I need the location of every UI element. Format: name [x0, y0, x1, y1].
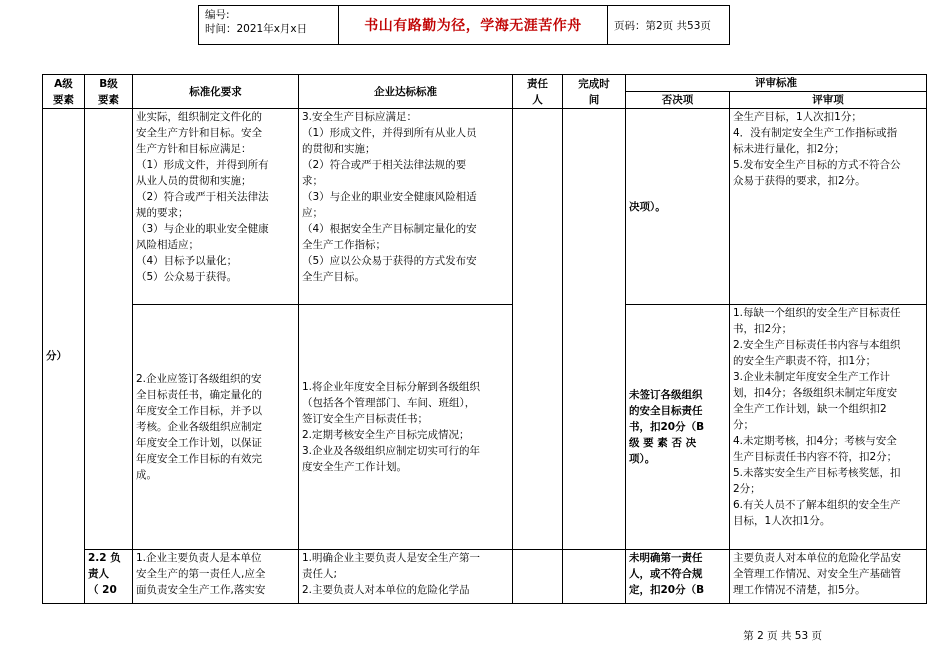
- requirement-cell: 1.企业主要负责人是本单位 安全生产的第一责任人,应全 面负责安全生产工作,落实安: [133, 550, 299, 604]
- col-header-standard-requirement: 标准化要求: [133, 75, 299, 109]
- review-cell: 全生产目标，1人次扣1分； 4．没有制定安全生产工作指标或指 标未进行量化，扣2分； 5.发布安全生产目标的方式不符合公 众易于获得的要求，扣2分。: [730, 109, 927, 305]
- col-header-a-element: A级 要素: [43, 75, 85, 109]
- responsible-cell: [513, 550, 563, 604]
- veto-cell: 决项）。: [626, 109, 730, 305]
- col-header-completion-time: 完成时 间: [563, 75, 626, 109]
- col-header-review-item: 评审项: [730, 92, 927, 109]
- completion-time-cell: [563, 109, 626, 550]
- review-cell: 主要负责人对本单位的危险化学品安 全管理工作情况、对安全生产基础管 理工作情况不清楚，扣5分。: [730, 550, 927, 604]
- completion-time-cell: [563, 550, 626, 604]
- standards-table: [42, 74, 927, 604]
- responsible-cell: [513, 109, 563, 550]
- col-header-review-standard: 评审标准: [626, 75, 927, 92]
- requirement-cell: 业实际，组织制定文件化的 安全生产方针和目标。安全 生产方针和目标应满足： （1）形成文件，并得到所有 从业人员的贯彻和实施； （2）符合或严于相关法律法 规的要求； （3）与企业的职业安全健康 风险相适应； （4）目标予以量化； （5）公众易于获得。: [133, 109, 299, 305]
- enterprise-standard-cell: 1.明确企业主要负责人是安全生产第一 责任人; 2.主要负责人对本单位的危险化学品: [299, 550, 513, 604]
- col-header-enterprise-standard: 企业达标标准: [299, 75, 513, 109]
- col-header-b-element: B级 要素: [85, 75, 133, 109]
- veto-cell: 未明确第一责任 人，或不符合规 定，扣20分（B: [626, 550, 730, 604]
- b-element-cell: 2.2 负 责人 （ 20: [85, 550, 133, 604]
- review-cell: 1.每缺一个组织的安全生产目标责任 书，扣2分； 2.安全生产目标责任书内容与本组织 的安全生产职责不符，扣1分； 3.企业未制定年度安全生产工作计 划，扣4分；各级组织未制定年度安 全生产工作计划，缺一个组织扣2 分； 4.未定期考核，扣4分；考核与安全 生产目标责任书内容不符，扣2分； 5.未落实安全生产目标考核奖惩，扣 2分； 6.有关人员不了解本组织的安全生产 目标，1人次扣1分。: [730, 305, 927, 550]
- table-row: [43, 305, 927, 550]
- document-time-label: 时间：2021年x月x日: [205, 23, 308, 35]
- veto-cell: 未签订各级组织 的安全目标责任 书，扣20分（B 级 要 素 否 决 项）。: [626, 305, 730, 550]
- document-number-label: 编号:: [205, 9, 230, 21]
- col-header-veto-item: 否决项: [626, 92, 730, 109]
- a-element-cell: 分）: [43, 109, 85, 604]
- enterprise-standard-cell: 1.将企业年度安全目标分解到各级组织 （包括各个管理部门、车间、班组）， 签订安全生产目标责任书； 2.定期考核安全生产目标完成情况； 3.企业及各级组织应制定切实可行的年 度安全生产工作计划。: [299, 305, 513, 550]
- page-header: [198, 5, 730, 45]
- header-motto: 书山有路勤为径，学海无涯苦作舟: [339, 6, 608, 44]
- header-meta: [199, 6, 339, 44]
- enterprise-standard-cell: 3.安全生产目标应满足： （1）形成文件，并得到所有从业人员 的贯彻和实施； （2）符合或严于相关法律法规的要 求； （3）与企业的职业安全健康风险相适 应； （4）根据安全生产目标制定量化的安 全生产工作指标； （5）应以公众易于获得的方式发布安 全生产目标。: [299, 109, 513, 305]
- col-header-responsible: 责任 人: [513, 75, 563, 109]
- requirement-cell: 2.企业应签订各级组织的安 全目标责任书，确定量化的 年度安全工作目标，并予以 考核。企业各级组织应制定 年度安全工作计划，以保证 年度安全工作目标的有效完 成。: [133, 305, 299, 550]
- page-footer: 第 2 页 共 53 页: [743, 630, 822, 642]
- table-row: [43, 550, 927, 604]
- b-element-cell: [85, 109, 133, 550]
- table-row: [43, 109, 927, 305]
- header-page-label: 页码：第2页 共53页: [614, 19, 711, 32]
